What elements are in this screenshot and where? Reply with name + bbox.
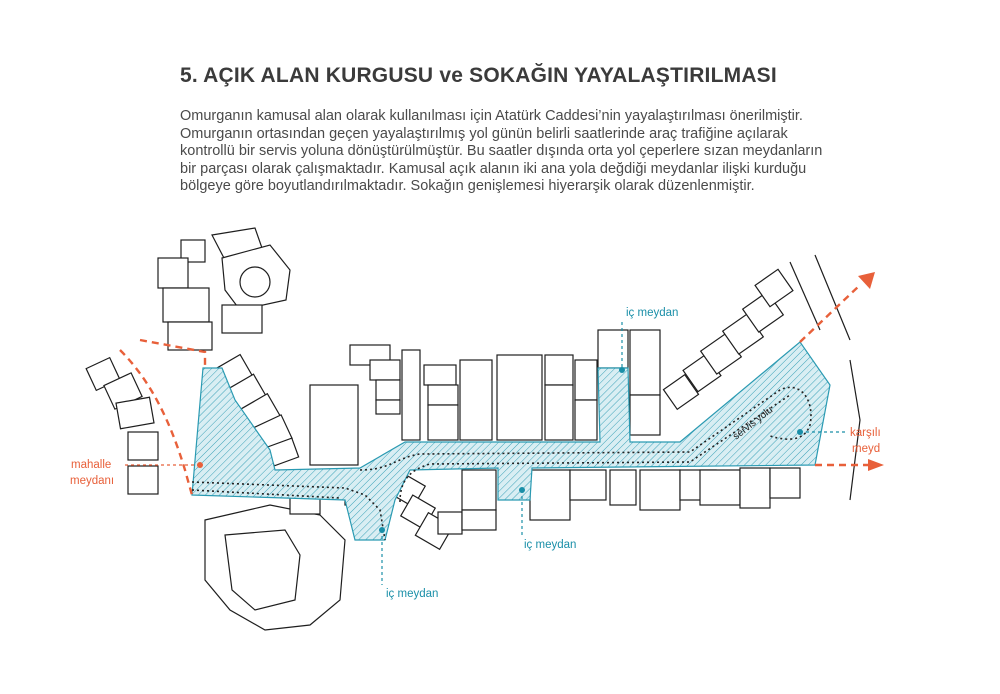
label-servis-yolu: servis yolu — [731, 404, 776, 443]
label-ic-meydan-bottom: iç meydan — [386, 588, 439, 600]
marker-dot — [197, 462, 203, 468]
paragraph-line: kontrollü bir servis yoluna dönüştürülmüştür. Bu saatler dışında orta yol çeperlere sızan meydanların — [180, 143, 823, 160]
label-karsilik: karşılı — [850, 427, 881, 439]
label-meydani: meydanı — [70, 475, 115, 487]
label-mahalle: mahalle — [71, 459, 112, 471]
paragraph-line: Omurganın kamusal alan olarak kullanılması için Atatürk Caddesi’nin yayalaştırılması önerilmiştir. — [180, 108, 803, 124]
label-ic-meydan-top: iç meydan — [626, 307, 679, 319]
label-ic-meydan-mid: iç meydan — [524, 539, 577, 551]
arrow-icon — [868, 459, 884, 471]
paragraph-line: bir parçası olarak çalışmaktadır. Kamusal açık alanın iki ana yola değdiği meydanlar ilişki kurduğu — [180, 160, 807, 177]
label-meydan-right: meyd — [852, 443, 881, 455]
page-title: 5. AÇIK ALAN KURGUSU ve SOKAĞIN YAYALAŞTIRILMASI — [180, 64, 777, 87]
arrow-icon — [858, 272, 875, 289]
paragraph-line: bölgeye göre boyutlandırılmaktadır. Sokağın genişlemesi hiyerarşik olarak düzenlenmiştir. — [180, 178, 755, 195]
paragraph-line: Omurganın ortasından geçen yayalaştırılmış yol günün belirli saatlerinde araç trafiğine açılarak — [180, 125, 788, 142]
